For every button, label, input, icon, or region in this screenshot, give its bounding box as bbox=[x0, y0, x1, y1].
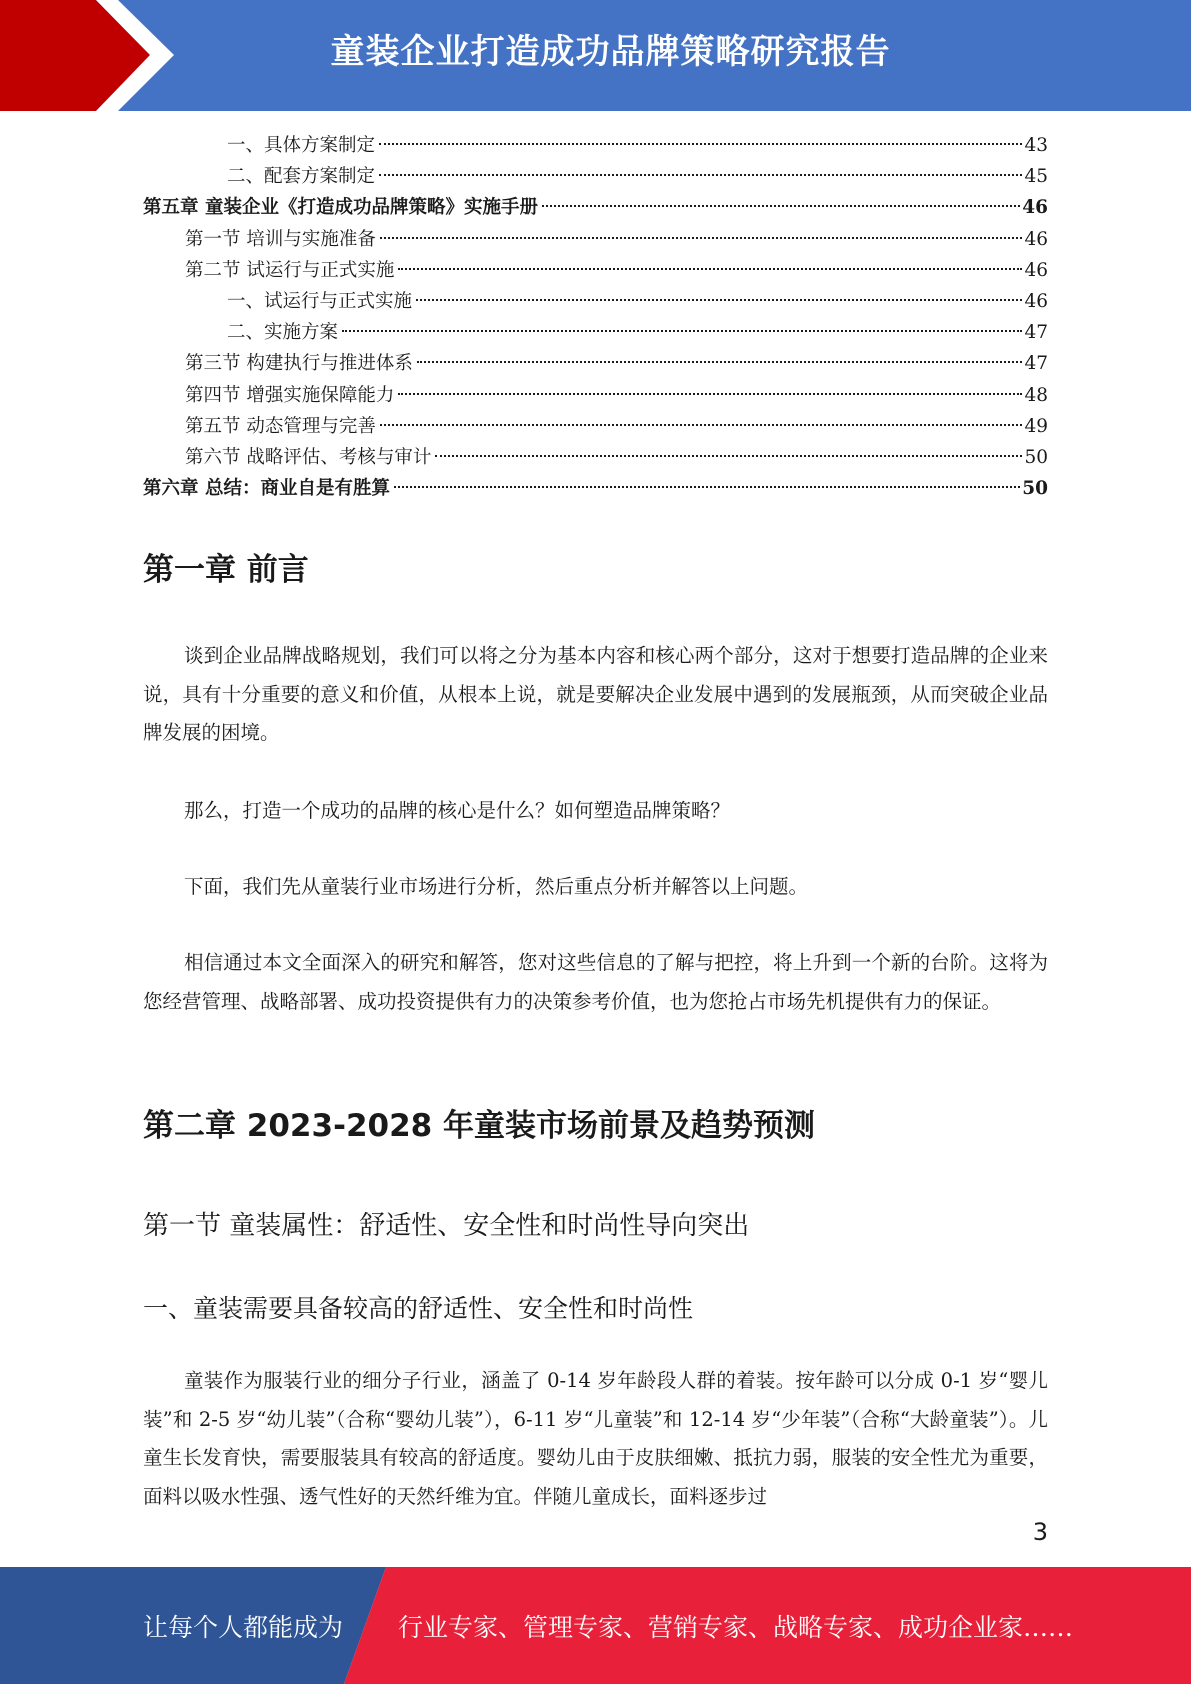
toc-entry-label: 第三节 构建执行与推进体系 bbox=[185, 353, 413, 375]
toc-entry-label: 二、配套方案制定 bbox=[227, 166, 376, 188]
footer-banner bbox=[0, 1567, 1191, 1684]
toc-dot-leader bbox=[417, 361, 1023, 363]
toc-entry[interactable] bbox=[143, 286, 1048, 317]
toc-entry-page: 47 bbox=[1024, 353, 1048, 375]
chapter-1-paragraph: 谈到企业品牌战略规划，我们可以将之分为基本内容和核心两个部分，这对于想要打造品牌的企业来说，具有十分重要的意义和价值，从根本上说，就是要解决企业发展中遇到的发展瓶颈，从而突破企业品牌发展的困境。 bbox=[143, 644, 1048, 744]
toc-dot-leader bbox=[394, 486, 1020, 488]
footer-slogan-right: 行业专家、管理专家、营销专家、战略专家、成功企业家…… bbox=[398, 1613, 1074, 1642]
toc-entry-page: 50 bbox=[1022, 478, 1048, 500]
toc-entry-page: 45 bbox=[1024, 166, 1048, 188]
toc-entry-page: 48 bbox=[1024, 384, 1048, 406]
toc-dot-leader bbox=[542, 205, 1020, 207]
toc-entry-page: 46 bbox=[1024, 290, 1048, 312]
toc-entry[interactable] bbox=[143, 317, 1048, 348]
toc-dot-leader bbox=[380, 424, 1023, 426]
toc-entry[interactable] bbox=[143, 380, 1048, 411]
toc-dot-leader bbox=[342, 330, 1022, 332]
toc-entry[interactable] bbox=[143, 348, 1048, 379]
subsection-1-heading: 一、童装需要具备较高的舒适性、安全性和时尚性 bbox=[143, 1294, 694, 1323]
toc-entry[interactable] bbox=[143, 192, 1048, 223]
toc-entry[interactable] bbox=[143, 255, 1048, 286]
toc-dot-leader bbox=[379, 174, 1022, 176]
toc-entry[interactable] bbox=[143, 224, 1048, 255]
toc-entry-label: 第五节 动态管理与完善 bbox=[185, 415, 376, 437]
toc-dot-leader bbox=[380, 237, 1023, 239]
chapter-1-paragraph: 相信通过本文全面深入的研究和解答，您对这些信息的了解与把控，将上升到一个新的台阶。这将为您经营管理、战略部署、成功投资提供有力的决策参考价值，也为您抢占市场先机提供有力的保证。 bbox=[143, 951, 1048, 1013]
toc-entry[interactable] bbox=[143, 442, 1048, 473]
toc-entry-label: 第六节 战略评估、考核与审计 bbox=[185, 446, 432, 468]
toc-entry-label: 第五章 童装企业《打造成功品牌策略》实施手册 bbox=[143, 197, 538, 219]
table-of-contents bbox=[143, 130, 1048, 504]
chapter-1-paragraph: 那么，打造一个成功的品牌的核心是什么？如何塑造品牌策略？ bbox=[184, 799, 731, 822]
toc-entry-label: 第六章 总结：商业自是有胜算 bbox=[143, 478, 390, 500]
toc-dot-leader bbox=[398, 393, 1022, 395]
chapter-1-heading: 第一章 前言 bbox=[143, 552, 309, 588]
page-number: 3 bbox=[1032, 1518, 1048, 1546]
toc-entry-label: 第二节 试运行与正式实施 bbox=[185, 259, 395, 281]
document-title: 童装企业打造成功品牌策略研究报告 bbox=[330, 32, 891, 72]
toc-entry-label: 第四节 增强实施保障能力 bbox=[185, 384, 395, 406]
toc-entry[interactable] bbox=[143, 161, 1048, 192]
chapter-2-heading: 第二章 2023-2028 年童装市场前景及趋势预测 bbox=[143, 1108, 816, 1144]
toc-dot-leader bbox=[379, 143, 1022, 145]
toc-entry[interactable] bbox=[143, 130, 1048, 161]
toc-entry-page: 50 bbox=[1024, 446, 1048, 468]
section-1-heading: 第一节 童装属性：舒适性、安全性和时尚性导向突出 bbox=[143, 1211, 750, 1241]
toc-entry-page: 49 bbox=[1024, 415, 1048, 437]
toc-entry[interactable] bbox=[143, 473, 1048, 504]
toc-entry-label: 一、具体方案制定 bbox=[227, 135, 376, 156]
footer-slogan-left: 让每个人都能成为 bbox=[143, 1613, 344, 1642]
toc-dot-leader bbox=[435, 455, 1022, 457]
toc-entry-page: 43 bbox=[1024, 135, 1048, 156]
toc-entry-page: 46 bbox=[1022, 197, 1048, 219]
toc-dot-leader bbox=[416, 299, 1022, 301]
toc-entry-label: 一、试运行与正式实施 bbox=[227, 290, 413, 312]
toc-entry-page: 47 bbox=[1024, 322, 1048, 344]
toc-entry-page: 46 bbox=[1024, 259, 1048, 281]
toc-entry-label: 第一节 培训与实施准备 bbox=[185, 228, 376, 250]
toc-entry-label: 二、实施方案 bbox=[227, 322, 339, 344]
toc-entry-page: 46 bbox=[1024, 228, 1048, 250]
toc-entry[interactable] bbox=[143, 411, 1048, 442]
header-banner bbox=[0, 0, 1191, 111]
toc-dot-leader bbox=[398, 268, 1022, 270]
chapter-1-paragraph: 下面，我们先从童装行业市场进行分析，然后重点分析并解答以上问题。 bbox=[184, 875, 809, 898]
chapter-2-paragraph: 童装作为服装行业的细分子行业，涵盖了 0-14 岁年龄段人群的着装。按年龄可以分成 0-1 岁“婴儿装”和 2-5 岁“幼儿装”（合称“婴幼儿装”），6-11 岁“儿童装”和 12-14 岁“少年装”（合称“大龄童装”）。儿童生长发育快，需要服装具有较高的舒适度。婴幼儿由于皮肤细嫩、抵抗力弱，服装的安全性尤为重要，面料以吸水性强、透气性好的天然纤维为宜。伴随儿童成长，面料逐步过 bbox=[143, 1369, 1048, 1508]
